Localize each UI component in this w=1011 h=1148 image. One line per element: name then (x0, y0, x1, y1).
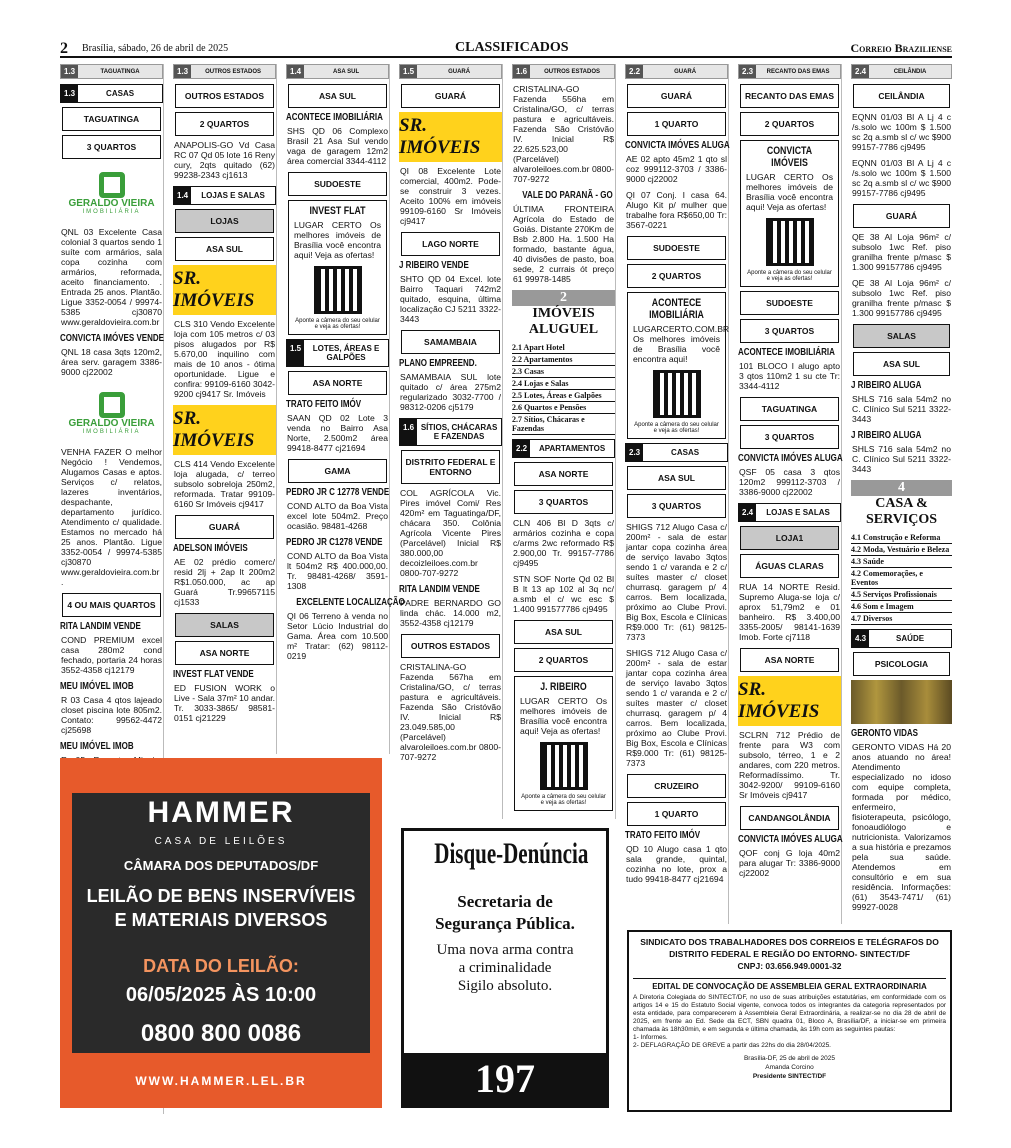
tag-number: 2.2 (626, 65, 643, 78)
category-box: GUARÁ (853, 204, 950, 228)
tag-number: 2.3 (739, 65, 756, 78)
classified-ad: QSF 05 casa 3 qtos 120m2 999112-3703 / 3386-9000 cj22002 (739, 467, 840, 497)
disque-denuncia-ad (401, 828, 609, 1108)
classified-ad: QNL 03 Excelente Casa colonial 3 quartos sendo 1 suíte com armários, sala copa cozinha com armários, reformada, aceito financiamento. . Entrada 25 anos. Plantão. Ligue 3352-0054 / 99974-5385 cj30870 www.geraldovieira.com.br (61, 227, 162, 327)
classified-ad: QE 38 Al Loja 96m² c/ subsolo 1wc Ref. piso granilha frente p/masc $ 1.300 99157786 cj9495 (852, 232, 951, 272)
category-box: SALAS (853, 324, 950, 348)
column-tag (286, 64, 389, 79)
category-box: 1 QUARTO (627, 802, 726, 826)
classified-ad: CLS 414 Vendo Excelente loja alugada, c/ terreo subsolo sobreloja 250m2, reformada. Tratar 99109-6160 Sr Imóveis cj9417 (174, 459, 275, 509)
notice-title: EDITAL DE CONVOCAÇÃO DE ASSEMBLEIA GERAL EXTRAORDINARIA (633, 978, 946, 991)
subsection-title: CASAS (106, 89, 135, 98)
section-name: CASA & SERVIÇOS (865, 496, 938, 527)
subsection-title: APARTAMENTOS (538, 444, 606, 453)
phone-number: 0800 800 0086 (140, 1020, 302, 1047)
qr-ad (514, 676, 613, 811)
category-box: GUARÁ (175, 515, 274, 539)
major-section (512, 290, 615, 338)
index-item: 2.4 Lojas e Salas (512, 378, 615, 390)
ad-title: PLANO EMPREEND. (399, 358, 477, 369)
subsection-header (286, 339, 389, 367)
column-3 (286, 64, 405, 754)
index-item: 2.2 Apartamentos (512, 354, 615, 366)
classified-ad: EQNN 01/03 Bl A Lj 4 c /s.solo wc 100m $ 1.500 sc 2q a.smb sl c/ wc $900 99157-7786 cj9495 (852, 158, 951, 198)
qr-ad (627, 292, 730, 439)
classified-ad: COL AGRÍCOLA Vic. Pires imóvel Comi/ Res 420m² em Taguatinga/DF, chácara 350. Colônia Agrícola Vicente Pires (Parcelável) Inicial R$ 380.000,00 decoizleiloes.com.br 0800-707-9272 (400, 488, 501, 578)
ad-title: TRATO FEITO IMÓV (286, 399, 362, 410)
qr-ad (740, 140, 839, 287)
index-item: 2.1 Apart Hotel (512, 342, 615, 354)
ad-title: RITA LANDIM VENDE (399, 584, 480, 595)
classified-ad: QI 08 Excelente Lote comercial, 400m2. Pode-se construir 3 vezes. Aceito 100% em imóveis 99109-6160 Sr Imóveis cj9417 (400, 166, 501, 226)
ad-title: MEU IMÓVEL IMOB (60, 681, 134, 692)
classified-ad: SAAN QD 02 Lote 3 venda no Bairro Asa Norte, 2.500m2 área 99418-8477 cj21694 (287, 413, 388, 453)
ad-title: PEDRO JR C 12778 VENDE (286, 487, 390, 498)
column-8 (851, 64, 952, 924)
category-box: PSICOLOGIA (853, 652, 950, 676)
classified-ad: AE 02 prédio comerc/ resid 2lj + 2ap lt 200m2 R$1.050.000, ac ap Guará Tr.99657115 cj1533 (174, 557, 275, 607)
qr-code-icon (766, 218, 814, 266)
category-box: ASA SUL (175, 237, 274, 261)
subsection-number: 1.5 (287, 340, 304, 366)
qr-ad-title: CONVICTA IMÓVEIS (766, 145, 813, 169)
category-box: OUTROS ESTADOS (401, 634, 500, 658)
agenda-item: 2- DEFLAGRAÇÃO DE GREVE a partir das 22hs do dia 28/04/2025. (633, 1042, 831, 1049)
psychology-photo (851, 680, 952, 724)
category-box: CEILÂNDIA (853, 84, 950, 108)
category-box: LOJAS (175, 209, 274, 233)
section-title: CLASSIFICADOS (455, 40, 569, 55)
sr-imoveis-logo: SR. IMÓVEIS (173, 265, 276, 315)
classified-ad: COND ALTO da Boa Vista lt 504m2 R$ 400.000,00. Tr. 98481-4268/ 3591-1308 (287, 551, 388, 591)
classified-ad: SHTO QD 04 Excel. lote Bairro Taquari 742m2 quitado, esquina, última localização CJ 5211 3322-3443 (400, 274, 501, 324)
qr-ad-text: LUGAR CERTO Os melhores imóveis de Brasília você encontra aqui! Veja as ofertas! (294, 220, 381, 260)
subsection-title: LOTES, ÁREAS E GALPÕES (312, 344, 380, 362)
subsection-title: SÍTIOS, CHÁCARAS E FAZENDAS (420, 423, 498, 441)
category-box: ÁGUAS CLARAS (740, 554, 839, 578)
dq-secretaria: Secretaria de Segurança Pública. (435, 892, 575, 933)
column-4 (399, 64, 503, 819)
edition-date: Brasília, sábado, 26 de abril de 2025 (82, 43, 229, 54)
subsection-title: LOJAS E SALAS (766, 508, 830, 517)
classified-ad: CLN 406 Bl D 3qts c/ armários cozinha e copa c/arms 2wc reformado R$ 2.900,00 Tr. 99157-7786 cj9495 (513, 518, 614, 568)
category-box: DISTRITO FEDERAL E ENTORNO (401, 450, 500, 484)
qr-ad-text: LUGARCERTO.COM.BR Os melhores imóveis de Brasília você encontra aqui! (633, 324, 730, 364)
column-7 (738, 64, 842, 924)
classified-ad: STN SOF Norte Qd 02 Bl B lt 13 ap 102 al 3q nc/ a.smb el c/ wc esc $ 1.400 991577786 cj9495 (513, 574, 614, 614)
category-box: 3 QUARTOS (514, 490, 613, 514)
column-tag (851, 64, 952, 79)
category-box: 3 QUARTOS (62, 135, 161, 159)
page-number: 2 (60, 40, 68, 57)
column-tag (625, 64, 728, 79)
index-item: 4.1 Construção e Reforma (851, 532, 952, 544)
subsection-number: 1.6 (400, 419, 417, 445)
classified-ad: R 03 Casa 4 qtos lajeado closet piscina lote 805m2. Contato: 99562-4472 cj25698 (61, 695, 162, 735)
union-name: SINDICATO DOS TRABALHADORES DOS CORREIOS E TELÉGRAFOS DO DISTRITO FEDERAL E REGIÃO DO ENTORNO- SINTECT/DF (640, 937, 939, 959)
geraldo-vieira-logo: GERALDO VIEIRA IMOBILIÁRIA (60, 383, 163, 443)
page-header (60, 40, 952, 58)
classified-ad: CLS 310 Vendo Excelente loja com 105 metros c/ 03 pisos alugados por R$ 5.670,00 inquilino com mais de 10 anos - ótima oportunidade. Ligue e confira: 99109-6160 3042-9200 cj9417 Sr. Imóveis (174, 319, 275, 399)
classified-ad: SHIGS 712 Alugo Casa c/ 200m² - sala de estar jantar copa cozinha área de serviço lavabo 3qtos sendo 1 c/ varanda e 2 c/ suítes master c/ closet churrasq. garagem p/ 4 carros. Bem localizada, próximo ao Clube Provi. Big Box, Escola e Clínicas R$9.000 Tr: (61) 98125-7373 (626, 522, 727, 642)
category-box: GUARÁ (401, 84, 500, 108)
category-box: 3 QUARTOS (627, 494, 726, 518)
category-box: OUTROS ESTADOS (175, 84, 274, 108)
sr-imoveis-logo: SR. IMÓVEIS (173, 405, 276, 455)
category-box: ASA NORTE (175, 641, 274, 665)
subsection-number: 1.4 (174, 187, 191, 204)
subsection-title: CASAS (671, 448, 700, 457)
qr-ad (288, 200, 387, 335)
hammer-subtitle: CASA DE LEILÕES (154, 836, 288, 847)
classified-ad: ÚLTIMA FRONTEIRA Agrícola do Estado de Goiás. Distante 270Km de Bsb 2.800 Ha. 1.500 Ha formado, bastante água, 40 divisões de pasto, boa sede, 2 currais ót preço 61 99978-1485 (513, 204, 614, 284)
subsection-number: 2.3 (626, 444, 643, 461)
tag-number: 2.4 (852, 65, 869, 78)
classified-ad: RUA 14 NORTE Resid. Supremo Aluga-se loja c/ aprox 51,79m2 e 01 banheiro. R$ 3.400,00 3355-2005/ 98141-1639 Imob. Forte cj7118 (739, 582, 840, 642)
tag-label: TAGUATINGA (100, 68, 140, 75)
ad-title: EXCELENTE LOCALIZAÇÃO (296, 597, 405, 608)
subsection-header (399, 418, 502, 446)
ad-title: J RIBEIRO VENDE (399, 260, 469, 271)
index-item: 2.3 Casas (512, 366, 615, 378)
index-item: 2.6 Quartos e Pensões (512, 402, 615, 414)
category-box: ASA NORTE (740, 648, 839, 672)
subsection-number: 4.3 (852, 630, 869, 647)
subsection-header (173, 186, 276, 205)
ad-title: TRATO FEITO IMÓV (625, 830, 701, 841)
classified-ad: CRISTALINA-GO Fazenda 567ha em Cristalina/GO, c/ terras pastura e agricultáveis. Fazenda São Cristóvão IV. Inicial R$ 23.049.585,00 (Parcelável) alvaroleiloes.com.br 0800-707-9272 (400, 662, 501, 762)
subsection-header (851, 629, 952, 648)
agenda-item: 1- Informes. (633, 1034, 668, 1041)
category-box: CRUZEIRO (627, 774, 726, 798)
category-box: ASA NORTE (514, 462, 613, 486)
subsection-header (60, 84, 163, 103)
category-box: RECANTO DAS EMAS (740, 84, 839, 108)
qr-code-icon (540, 742, 588, 790)
classified-ad: QOF conj G loja 40m2 para alugar Tr: 3386-9000 cj22002 (739, 848, 840, 878)
ad-title: J RIBEIRO ALUGA (851, 430, 922, 441)
classified-ad: COND PREMIUM excel casa 280m2 cond fechado, portaria 24 horas 3552-4358 cj12179 (61, 635, 162, 675)
qr-caption: Aponte a câmera do seu celular e veja as ofertas! (295, 318, 380, 330)
hammer-logo: HAMMER (147, 796, 295, 829)
auction-title-2: E MATERIAIS DIVERSOS (114, 910, 328, 930)
classified-ad: AE 02 apto 45m2 1 qto sl coz 999112-3703 / 3386-9000 cj22002 (626, 154, 727, 184)
tag-number: 1.3 (61, 65, 78, 78)
ad-title: RITA LANDIM VENDE (60, 621, 141, 632)
index-item: 4.5 Serviços Profissionais (851, 589, 952, 601)
major-section (851, 480, 952, 528)
auction-date: 06/05/2025 ÀS 10:00 (125, 984, 317, 1006)
category-box: 4 OU MAIS QUARTOS (62, 593, 161, 617)
section-number: 2 (512, 290, 615, 306)
index-item: 4.7 Diversos (851, 613, 952, 625)
category-box: 3 QUARTOS (740, 319, 839, 343)
classified-ad: GERONTO VIDAS Há 20 anos atuando no área! Atendimento especializado no idoso com equipe completa, formada por médico, enfermeiro, fisioterapeuta, psicólogo, fonoaudiólogo e nutricionista. Valorizamos a sua história e prezamos pela sua saúde. Atendemos em consultório e em sua residência. Informações: (61) 3543-7471/ (61) 99927-0028 (852, 742, 951, 912)
index-item: 2.5 Lotes, Áreas e Galpões (512, 390, 615, 402)
tag-number: 1.6 (513, 65, 530, 78)
category-box: ASA SUL (627, 466, 726, 490)
geraldo-vieira-logo: GERALDO VIEIRA IMOBILIÁRIA (60, 163, 163, 223)
section-name: IMÓVEIS ALUGUEL (528, 306, 599, 337)
tag-label: GUARÁ (448, 68, 471, 75)
classified-ad: SCLRN 712 Prédio de frente para W3 com subsolo, térreo, 1 e 2 andares, com 220 metros. Reformadíssimo. Tr. 3042-9200/ 99109-6160 Sr Imóveis cj9417 (739, 730, 840, 800)
house-icon (99, 392, 125, 418)
ad-title: VALE DO PARANÃ - GO (522, 190, 613, 201)
ad-title: ACONTECE IMOBILIÁRIA (738, 347, 835, 358)
sr-imoveis-logo: SR. IMÓVEIS (399, 112, 502, 162)
index-item: 4.3 Saúde (851, 556, 952, 568)
column-tag (173, 64, 276, 79)
classified-ad: COND ALTO da Boa Vista excel lote 504m2. Preço ocasião. 98481-4268 (287, 501, 388, 531)
category-box: ASA SUL (514, 620, 613, 644)
qr-ad-title: J. RIBEIRO (540, 681, 587, 693)
category-box: 2 QUARTOS (627, 264, 726, 288)
category-box: LAGO NORTE (401, 232, 500, 256)
subsection-number: 2.4 (739, 504, 756, 521)
dq-text: Uma nova arma contra a criminalidade Sigilo absoluto. (436, 942, 574, 994)
classified-ad: SHS QD 06 Complexo Brasil 21 Asa Sul vendo vaga de garagem 12m2 área comercial 3344-4112 (287, 126, 388, 166)
auction-date-label: DATA DO LEILÃO: (143, 956, 299, 976)
classified-ad: PADRE BERNARDO GO linda chác. 14.000 m2, 3552-4358 cj12179 (400, 598, 501, 628)
index-item: 2.7 Sítios, Chácaras e Fazendas (512, 414, 615, 435)
tag-number: 1.4 (287, 65, 304, 78)
classified-ad: ED FUSION WORK o Live - Sala 37m² 10 andar. Tr. 3033-3865/ 98581-0151 cj21229 (174, 683, 275, 723)
classified-ad: 101 BLOCO I alugo apto 3 qtos 110m2 1 su cte Tr: 3344-4112 (739, 361, 840, 391)
classified-ad: EQNN 01/03 Bl A Lj 4 c /s.solo wc 100m $ 1.500 sc 2q a.smb sl c/ wc $900 99157-7786 cj9495 (852, 112, 951, 152)
organization: CÂMARA DOS DEPUTADOS/DF (123, 858, 319, 873)
website-url: WWW.HAMMER.LEL.BR (135, 1074, 307, 1088)
tag-label: OUTROS ESTADOS (544, 68, 601, 75)
classified-ad: QNL 18 casa 3qts 120m2, área serv. garagem 3386-9000 cj22002 (61, 347, 162, 377)
qr-ad-title: INVEST FLAT (309, 205, 366, 217)
category-box: SUDOESTE (740, 291, 839, 315)
tag-number: 1.5 (400, 65, 417, 78)
category-box: SALAS (175, 613, 274, 637)
tag-label: ASA SUL (333, 68, 360, 75)
subsection-header (738, 503, 841, 522)
column-tag (399, 64, 502, 79)
subsection-header (625, 443, 728, 462)
auction-title-1: LEILÃO DE BENS INSERVÍVEIS (86, 886, 356, 906)
tag-label: OUTROS ESTADOS (205, 68, 262, 75)
column-5 (512, 64, 616, 819)
ad-title: MEU IMÓVEL IMOB (60, 741, 134, 752)
category-box: 2 QUARTOS (514, 648, 613, 672)
classified-ad: SAMAMBAIA SUL lote quitado c/ área 275m2 regularizado 3032-7700 / 98312-0206 cj5179 (400, 372, 501, 412)
notice-body: A Diretoria Colegiada do SINTECT/DF, no uso de suas atribuições estatutárias, em conformidade com os artigos 14 e 15 do Estatuto Social vigente, convoca todos os integrantes da categoria representados por esta entidade, para comparecerem à Assembleia Geral Extraordinária, a realizar-se no dia 28 de abril de 2025, em frente ao Ed. Sede da ECT, SBN quadra 01, Bloco A, Brasília/DF, a iniciar-se em primeira chamada às 18h30min, e em segunda e última chamada, às 19h com as seguintes pautas: (633, 994, 946, 1033)
classified-ad: QI 06 Terreno à venda no Setor Lúcio Industrial do Gama. Área com 10.500 m² Tratar: (62) 98112-0219 (287, 611, 388, 661)
ad-title: ADELSON IMÓVEIS (173, 543, 248, 554)
column-tag (60, 64, 163, 79)
qr-ad-title: ACONTECE IMOBILIÁRIA (649, 297, 704, 321)
category-box: ASA SUL (853, 352, 950, 376)
category-box: SAMAMBAIA (401, 330, 500, 354)
category-box: SUDOESTE (288, 172, 387, 196)
subsection-number: 2.2 (513, 440, 530, 457)
tag-label: CEILÂNDIA (893, 68, 927, 75)
hammer-auction-ad (60, 758, 382, 1108)
ad-title: PEDRO JR C1278 VENDE (286, 537, 383, 548)
subsection-number: 1.3 (61, 85, 78, 102)
category-box: GAMA (288, 459, 387, 483)
ad-title: CONVICTA IMÓVES ALUGA (738, 834, 843, 845)
index-item: 4.2 Comemorações, e Eventos (851, 568, 952, 589)
column-tag (512, 64, 615, 79)
subsection-title: LOJAS E SALAS (201, 191, 265, 200)
qr-caption: Aponte a câmera do seu celular e veja as ofertas! (747, 270, 832, 282)
category-box: 2 QUARTOS (175, 112, 274, 136)
classified-ad: QI 07 Conj. I casa 64. Alugo Kit p/ mulher que trabalhe fora R$650,00 Tr: 3567-0221 (626, 190, 727, 230)
category-box: TAGUATINGA (740, 397, 839, 421)
column-6 (625, 64, 729, 924)
classified-ad: ANAPOLIS-GO Vd Casa RC 07 Qd 05 lote 16 Reny cury, 2qts quitado (62) 99238-2343 cj1613 (174, 140, 275, 180)
category-box: 2 QUARTOS (740, 112, 839, 136)
subsection-title: SAÚDE (896, 634, 925, 643)
classified-ad: QE 38 Al Loja 96m² c/ subsolo 1wc Ref. piso granilha frente p/masc $ 1.300 99157786 cj9495 (852, 278, 951, 318)
subsection-header (512, 439, 615, 458)
qr-caption: Aponte a câmera do seu celular e veja as ofertas! (521, 794, 606, 806)
category-box: 1 QUARTO (627, 112, 726, 136)
category-box: CANDANGOLÂNDIA (740, 806, 839, 830)
masthead: Correio Braziliense (850, 41, 952, 55)
category-box: LOJA1 (740, 526, 839, 550)
union-cnpj: CNPJ: 03.656.949.0001-32 (737, 961, 842, 971)
index-item: 4.6 Som e Imagem (851, 601, 952, 613)
dq-title: Disque-Denúncia (434, 837, 589, 870)
qr-ad-text: LUGAR CERTO Os melhores imóveis de Brasília você encontra aqui! Veja as ofertas! (520, 696, 607, 736)
tag-number: 1.3 (174, 65, 191, 78)
tag-label: RECANTO DAS EMAS (766, 68, 830, 75)
index-item: 4.2 Moda, Vestuário e Beleza (851, 544, 952, 556)
signature: Brasília-DF, 25 de abril de 2025 Amanda Corcino Presidente SINTECT/DF (743, 1055, 836, 1080)
ad-title: J RIBEIRO ALUGA (851, 380, 922, 391)
column-tag (738, 64, 841, 79)
category-box: 3 QUARTOS (740, 425, 839, 449)
classified-ad: SHLS 716 sala 54m2 no C. Clínico Sul 5211 3322-3443 (852, 444, 951, 474)
classified-ad: VENHA FAZER O melhor Negócio ! Vendemos, Alugamos Casas e aptos. Serviços c/ relatos, lazeres inventários, despachante, departamento jurídico. Atendimento c/ qualidade. Estamos no mercado há 25 anos. Plantão. Ligue 3352-0054 / 99974-5385 cj30870 www.geraldovieira.com.br . (61, 447, 162, 587)
dq-number: 197 (404, 1053, 606, 1105)
category-box: TAGUATINGA (62, 107, 161, 131)
ad-title: ACONTECE IMOBILIÁRIA (286, 112, 383, 123)
classified-ad: CRISTALINA-GO Fazenda 556ha em Cristalina/GO, c/ terras pastura e agricultáveis. Fazenda São Cristóvão IV. Inicial R$ 22.625.523,00 (Parcelável) alvaroleiloes.com.br 0800-707-9272 (513, 84, 614, 184)
ad-title: INVEST FLAT VENDE (173, 669, 254, 680)
sr-imoveis-logo: SR. IMÓVEIS (738, 676, 841, 726)
union-notice (627, 930, 952, 1112)
classified-ad: SHLS 716 sala 54m2 no C. Clínico Sul 5211 3322-3443 (852, 394, 951, 424)
qr-ad-text: LUGAR CERTO Os melhores imóveis de Brasília você encontra aqui! Veja as ofertas! (746, 172, 833, 212)
ad-title: CONVICTA IMÓVES ALUGA (625, 140, 730, 151)
house-icon (99, 172, 125, 198)
classified-ad: QD 10 Alugo casa 1 qto sala grande, quintal, cozinha no lote, prox a tudo 99418-8477 cj21694 (626, 844, 727, 884)
ad-title: CONVICTA IMÓVES VENDE (60, 333, 165, 344)
category-box: ASA NORTE (288, 371, 387, 395)
qr-code-icon (314, 266, 362, 314)
category-box: ASA SUL (288, 84, 387, 108)
classified-ad: SHIGS 712 Alugo Casa c/ 200m² - sala de estar jantar copa cozinha área de serviço lavabo 3qtos sendo 1 c/ varanda e 2 c/ suítes master c/ closet churrasq. garagem p/ 4 carros. Bem localizada, próximo ao Clube Provi. Big Box, Escola e Clínicas R$9.000 Tr: (61) 98125-7373 (626, 648, 727, 768)
column-2 (173, 64, 277, 754)
qr-caption: Aponte a câmera do seu celular e veja as ofertas! (634, 422, 719, 434)
qr-code-icon (653, 370, 701, 418)
ad-title: CONVICTA IMÓVES ALUGA (738, 453, 843, 464)
tag-label: GUARÁ (674, 68, 697, 75)
ad-title: GERONTO VIDAS (851, 728, 918, 739)
category-box: GUARÁ (627, 84, 726, 108)
category-box: SUDOESTE (627, 236, 726, 260)
section-number: 4 (851, 480, 952, 496)
